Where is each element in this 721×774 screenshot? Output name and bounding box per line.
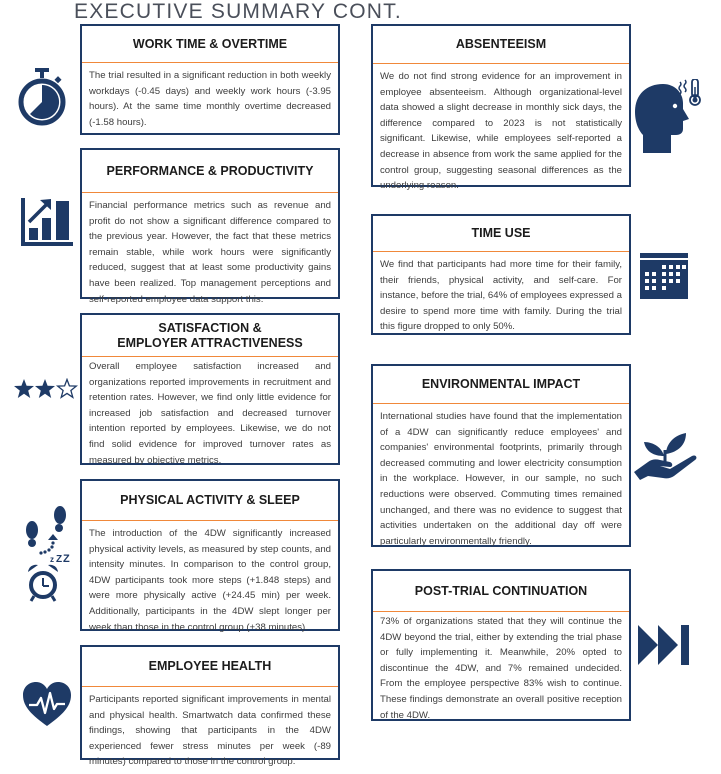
section-title: PERFORMANCE & PRODUCTIVITY	[82, 150, 338, 193]
hand-plant-icon	[634, 432, 698, 480]
star-filled-icon	[35, 379, 55, 398]
section-satisfaction	[80, 313, 340, 465]
page-title: EXECUTIVE SUMMARY CONT.	[74, 0, 402, 23]
section-environmental-impact	[371, 364, 631, 547]
section-absenteeism	[371, 24, 631, 192]
star-filled-icon	[14, 379, 34, 398]
star-rating-icon	[14, 378, 78, 400]
heart-pulse-icon	[22, 681, 72, 727]
section-title: WORK TIME & OVERTIME	[82, 26, 338, 63]
section-physical-activity	[80, 479, 340, 631]
section-title: PHYSICAL ACTIVITY & SLEEP	[82, 481, 338, 521]
svg-text:z: z	[50, 555, 54, 564]
section-performance	[80, 148, 340, 305]
section-body: Participants reported significant improvements in mental and physical health. Smartwatch data confirmed these findings, showing that participants in the 4DW experienced fewer stress minutes per week (-89 minutes) compared to those in the control group.	[89, 694, 331, 768]
section-post-trial-continuation	[371, 569, 631, 721]
section-body: Financial performance metrics such as revenue and profit do not show a significant difference compared to the previous year. However, the fact that these metrics remain stable, while work hours were significantly reduced, suggest that at least some productivity gains have been realized. Top management perceptions and self-reported employee data support this.	[89, 200, 331, 305]
section-title-line1: SATISFACTION &	[158, 320, 262, 335]
section-employee-health	[80, 645, 340, 768]
fast-forward-end-icon	[638, 625, 690, 665]
section-work-time	[80, 24, 340, 135]
stopwatch-icon	[18, 67, 68, 127]
section-body: We do not find strong evidence for an improvement in employee absenteeism. Although organizational-level data showed a slight decrease in monthly sick days, the difference compared to 2023 is not statistically significant. Likewise, while employees self-reported a decrease in absence from work the same applied for the control group, suggesting seasonal differences as the underlying reason.	[380, 71, 622, 192]
section-time-use	[371, 214, 631, 335]
bar-chart-growth-icon	[21, 196, 73, 248]
section-body: The trial resulted in a significant reduction in both weekly workdays (-0.45 days) and weekly work hours (-3.95 hours). At the same time monthly overtime decreased (-1.58 hours).	[89, 70, 331, 128]
section-body: 73% of organizations stated that they will continue the 4DW beyond the trial, either by extending the trial phase or fully implementing it. Meanwhile, 20% opted to discontinue the 4DW, and 7% remained undecided. From the employee perspective 83% wish to continue. These findings demonstrate an overall positive reception of the 4DW.	[380, 616, 622, 721]
section-title-line2: EMPLOYER ATTRACTIVENESS	[117, 335, 303, 350]
svg-text:Z: Z	[56, 554, 63, 565]
section-body: The introduction of the 4DW significantly increased physical activity levels, as measured by step counts, and intensity minutes. In comparison to the control group, 4DW participants took more steps (+1.848 steps) and were more physically active (+24.45 min) per week. Additionally, participants in the 4DW slept longer per week than those in the control group (+38 minutes).	[89, 528, 331, 633]
section-title: POST-TRIAL CONTINUATION	[373, 571, 629, 612]
section-title: EMPLOYEE HEALTH	[82, 647, 338, 687]
calendar-icon	[640, 253, 688, 299]
footsteps-alarm-clock-icon	[22, 506, 72, 606]
section-title	[82, 315, 338, 357]
section-body: Overall employee satisfaction increased and organizations reported improvements in recruitment and retention rates. However, we find only little evidence for increased job satisfaction and decreased turnover intention reported by employees. Likewise, we do not find solid evidence for improved turnover rates as measured by objective metrics.	[89, 361, 331, 466]
sick-head-thermometer-icon	[633, 79, 703, 159]
section-body: We find that participants had more time for their family, their friends, physical activity, and self-care. For instance, before the trial, 64% of employees expressed a desire to spend more time with family. During the trial this figure dropped to only 50%.	[380, 259, 622, 333]
star-empty-icon	[58, 380, 77, 398]
section-title: ENVIRONMENTAL IMPACT	[373, 366, 629, 404]
section-title: ABSENTEEISM	[373, 26, 629, 64]
svg-text:Z: Z	[63, 553, 70, 565]
section-title: TIME USE	[373, 216, 629, 252]
section-body: International studies have found that the implementation of a 4DW can significantly reduce employees' and companies' environmental footprints, primarily through decreased commuting and lower electricity consumption in the workplace. However, in our sample, no such reductions were observed. Commuting times remained unchanged, and there was no evidence to suggest that activities undertaken on the additional day off were particularly environmentally friendly.	[380, 411, 622, 547]
